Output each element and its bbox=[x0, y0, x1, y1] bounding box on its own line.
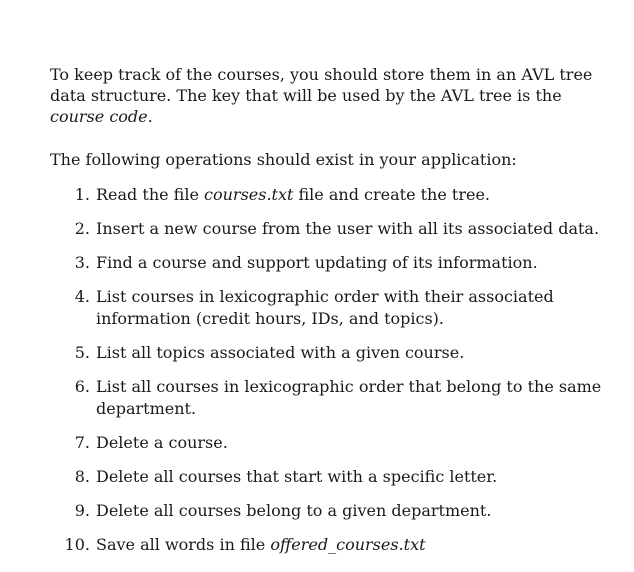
item-text: Save all words in file bbox=[96, 535, 271, 554]
item-text: Read the file bbox=[96, 185, 205, 204]
list-item bbox=[50, 534, 610, 556]
item-number: 3. bbox=[74, 253, 90, 272]
intro-text: To keep track of the courses, you should store them in an AVL tree data structure. The key that will be used by the AVL tree is the bbox=[50, 65, 593, 105]
list-item bbox=[50, 432, 610, 454]
item-number: 7. bbox=[74, 433, 90, 452]
list-item bbox=[50, 252, 610, 274]
item-number: 5. bbox=[74, 343, 90, 362]
intro-emphasis: course code bbox=[50, 107, 148, 126]
item-text-end: file and create the tree. bbox=[293, 185, 491, 204]
list-item bbox=[50, 376, 610, 420]
item-number: 6. bbox=[74, 377, 90, 396]
list-item bbox=[50, 466, 610, 488]
item-text: Delete all courses that start with a specific letter. bbox=[96, 467, 498, 486]
item-filename: offered_courses.txt bbox=[270, 535, 426, 554]
list-item bbox=[50, 286, 610, 330]
item-text: Delete a course. bbox=[96, 433, 228, 452]
item-number: 9. bbox=[74, 501, 90, 520]
operations-heading: The following operations should exist in your application: bbox=[50, 150, 517, 169]
item-number: 1. bbox=[74, 185, 90, 204]
item-number: 10. bbox=[64, 535, 90, 554]
list-item bbox=[50, 184, 610, 206]
list-item bbox=[50, 218, 610, 240]
list-item bbox=[50, 500, 610, 522]
item-text: Find a course and support updating of its information. bbox=[96, 253, 538, 272]
item-number: 2. bbox=[74, 219, 90, 238]
intro-end: . bbox=[147, 107, 153, 126]
intro-paragraph bbox=[50, 64, 610, 127]
item-number: 8. bbox=[74, 467, 90, 486]
list-item bbox=[50, 342, 610, 364]
document bbox=[50, 64, 610, 568]
item-text: List courses in lexicographic order with their associated information (credit hours, IDs, and topics). bbox=[96, 287, 554, 328]
item-filename: courses.txt bbox=[204, 185, 294, 204]
item-text: List all topics associated with a given course. bbox=[96, 343, 465, 362]
item-text: Insert a new course from the user with all its associated data. bbox=[96, 219, 600, 238]
item-text: Delete all courses belong to a given department. bbox=[96, 501, 492, 520]
item-text: List all courses in lexicographic order that belong to the same department. bbox=[96, 377, 602, 418]
operations-list bbox=[50, 184, 610, 556]
item-number: 4. bbox=[74, 287, 90, 306]
